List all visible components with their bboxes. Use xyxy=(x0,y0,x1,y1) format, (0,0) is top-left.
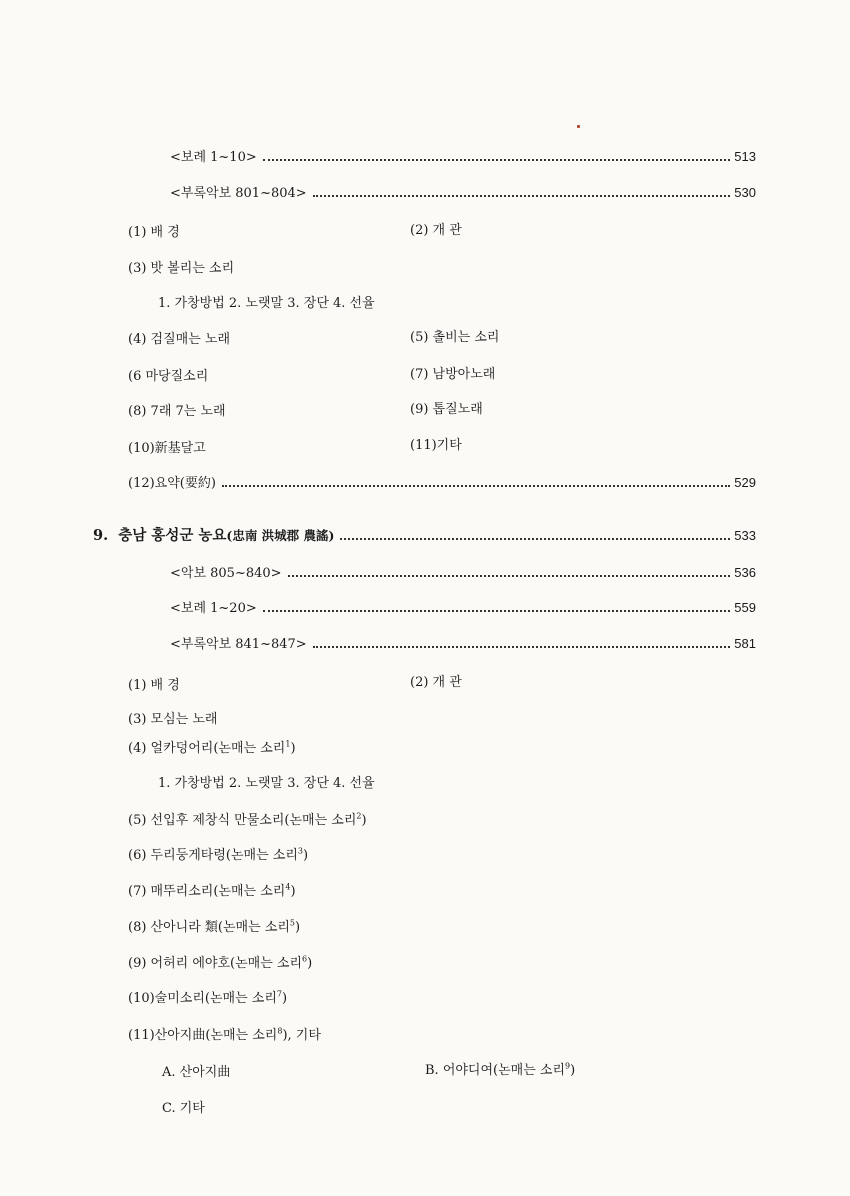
item-rice-planting-song: (3) 모심는 노래 xyxy=(128,712,218,727)
item-text: (6) 두리둥게타령(논매는 소리 xyxy=(128,848,298,863)
item-overview: (2) 개 관 xyxy=(410,223,462,238)
toc-page: 581 xyxy=(734,636,756,651)
footnote-mark: 6 xyxy=(302,954,308,964)
leader-dots xyxy=(313,194,731,197)
item-text: (9) 어허리 에야호(논매는 소리 xyxy=(128,956,303,971)
toc-label: <보례 1~10> xyxy=(170,150,257,165)
footnote-mark: 7 xyxy=(276,989,283,999)
item-eolkadeongeori xyxy=(128,740,296,758)
section-title-hanja: (忠南 洪城郡 農謠) xyxy=(226,528,335,543)
item-text-close: ) xyxy=(307,956,313,971)
item-sub-b xyxy=(425,1062,575,1080)
item-text: (5) 선입후 제창식 만물소리(논매는 소리 xyxy=(128,813,357,828)
toc-page: 536 xyxy=(734,565,756,580)
toc-page: 559 xyxy=(734,600,756,615)
item-text-close: ) xyxy=(282,991,288,1006)
item-threshing-song: (6 마당질소리 xyxy=(128,369,209,384)
item-text-close: ) xyxy=(290,741,296,756)
footnote-mark: 4 xyxy=(285,882,291,892)
item-text: (4) 얼카덩어리(논매는 소리 xyxy=(128,741,286,756)
toc-entry-appendix-801-804 xyxy=(170,184,756,203)
toc-entry-summary xyxy=(128,474,756,493)
item-durideungge-taryeong xyxy=(128,847,308,865)
item-text-close: ) xyxy=(570,1063,576,1078)
toc-page: 529 xyxy=(734,475,756,490)
item-sanainira xyxy=(128,919,300,937)
item-text-close: ) xyxy=(295,920,301,935)
item-saw-song: (9) 톱질노래 xyxy=(410,402,483,417)
leader-dots xyxy=(222,484,730,487)
item-sulmi-sori xyxy=(128,990,287,1008)
section-9-heading xyxy=(93,527,756,545)
footnote-mark: 3 xyxy=(297,846,303,856)
item-background: (1) 배 경 xyxy=(128,678,180,693)
leader-dots xyxy=(313,645,731,648)
footnote-mark: 5 xyxy=(289,918,295,928)
item-text: (10)술미소리(논매는 소리 xyxy=(128,991,277,1006)
item-eoheori-eyaho xyxy=(128,955,312,973)
footnote-mark: 1 xyxy=(285,739,291,749)
item-bat-song: (3) 밧 볼리는 소리 xyxy=(128,261,235,276)
toc-label: <부록악보 841~847> xyxy=(170,637,307,652)
item-overview: (2) 개 관 xyxy=(410,675,462,690)
toc-label: <부록악보 801~804> xyxy=(170,186,307,201)
item-grinding-song: (8) 7래 7는 노래 xyxy=(128,404,226,419)
item-maeturi-sori xyxy=(128,883,296,901)
item-sub-topics: 1. 가창방법 2. 노랫말 3. 장단 4. 선율 xyxy=(158,296,375,311)
toc-label: <악보 805~840> xyxy=(170,566,282,581)
item-text: B. 어야디여(논매는 소리 xyxy=(425,1063,566,1078)
item-text-close: ), 기타 xyxy=(282,1028,321,1043)
toc-entry-borye-1-20 xyxy=(170,599,756,618)
section-title xyxy=(93,527,340,545)
item-text: (7) 매뚜리소리(논매는 소리 xyxy=(128,884,286,899)
item-mill-song: (7) 남방아노래 xyxy=(410,367,496,382)
item-sanaji-gok xyxy=(128,1027,321,1045)
item-sub-c: C. 기타 xyxy=(162,1101,205,1116)
item-text-close: ) xyxy=(302,848,309,863)
leader-dots xyxy=(340,537,730,540)
item-others: (11)기타 xyxy=(410,438,462,453)
item-weeding-song: (4) 검질매는 노래 xyxy=(128,332,231,347)
item-background: (1) 배 경 xyxy=(128,225,180,240)
item-sub-a: A. 산아지曲 xyxy=(162,1065,231,1080)
item-text-close: ) xyxy=(290,884,296,899)
footnote-mark: 9 xyxy=(565,1061,571,1071)
leader-dots xyxy=(263,609,731,612)
toc-page: 513 xyxy=(734,149,756,164)
red-mark xyxy=(577,125,580,128)
item-text-close: ) xyxy=(361,813,367,828)
toc-label: <보례 1~20> xyxy=(170,601,257,616)
item-grass-song: (5) 촐비는 소리 xyxy=(410,330,500,345)
leader-dots xyxy=(288,574,731,577)
leader-dots xyxy=(263,158,731,161)
footnote-mark: 8 xyxy=(277,1026,283,1036)
item-manmul-sori xyxy=(128,812,367,830)
toc-entry-score-805-840 xyxy=(170,564,756,583)
toc-page: 533 xyxy=(734,528,756,543)
section-title-korean: 충남 홍성군 농요 xyxy=(118,527,227,544)
section-number: 9. xyxy=(93,527,109,544)
item-text: (11)산아지曲(논매는 소리 xyxy=(128,1028,278,1043)
item-sub-topics: 1. 가창방법 2. 노랫말 3. 장단 4. 선율 xyxy=(158,776,375,791)
toc-entry-borye-1-10 xyxy=(170,148,756,167)
item-dalgo: (10)新基달고 xyxy=(128,441,206,456)
toc-page: 530 xyxy=(734,185,756,200)
toc-label: (12)요약(要約) xyxy=(128,476,216,491)
toc-entry-appendix-841-847 xyxy=(170,635,756,654)
item-text: (8) 산아니라 類(논매는 소리 xyxy=(128,920,290,935)
footnote-mark: 2 xyxy=(356,811,362,821)
